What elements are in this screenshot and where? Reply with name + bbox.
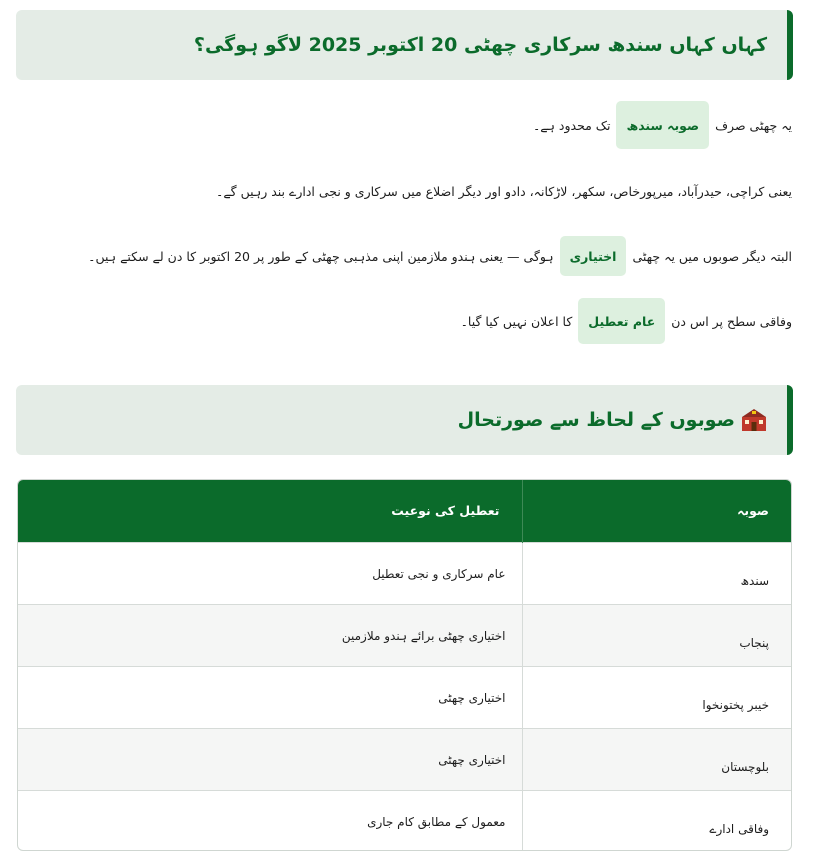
highlight-optional: اختیاری — [560, 236, 627, 276]
table-row — [18, 604, 791, 666]
paragraph-text: ہوگی — یعنی ہندو ملازمین اپنی مذہبی چھٹی کے طور پر 20 اکتوبر کا دن لے سکتے ہیں۔ — [88, 248, 554, 264]
paragraph-federal — [20, 298, 792, 344]
paragraph-cities — [20, 178, 792, 204]
section-heading-where — [16, 10, 793, 80]
paragraph-text: کا اعلان نہیں کیا گیا۔ — [460, 313, 573, 329]
section-title-provinces: صوبوں کے لحاظ سے صورتحال — [457, 409, 735, 431]
cell-holiday-type: اختیاری چھٹی — [18, 728, 522, 790]
paragraph-text: یعنی کراچی، حیدرآباد، میرپورخاص، سکھر، لاڑکانہ، دادو اور دیگر اضلاع میں سرکاری و نجی ادارے بند رہیں گے۔ — [216, 183, 792, 199]
highlight-public-holiday: عام تعطیل — [578, 298, 665, 344]
cell-province: سندھ — [522, 542, 791, 604]
column-header-province: صوبہ — [522, 480, 791, 542]
cell-province: وفاقی ادارے — [522, 790, 791, 851]
paragraph-text: وفاقی سطح پر اس دن — [671, 313, 792, 329]
cell-holiday-type: اختیاری چھٹی — [18, 666, 522, 728]
table-header-row — [18, 480, 791, 542]
table-row — [18, 542, 791, 604]
cell-holiday-type: عام سرکاری و نجی تعطیل — [18, 542, 522, 604]
paragraph-text: تک محدود ہے۔ — [532, 117, 611, 133]
paragraph-optional — [20, 236, 792, 276]
paragraph-text: البتہ دیگر صوبوں میں یہ چھٹی — [632, 248, 792, 264]
highlight-sindh: صوبہ سندھ — [616, 101, 709, 149]
provinces-table — [17, 479, 792, 851]
cell-province: بلوچستان — [522, 728, 791, 790]
paragraph-text: یہ چھٹی صرف — [715, 117, 792, 133]
table-row — [18, 666, 791, 728]
table-row — [18, 728, 791, 790]
school-icon — [741, 408, 767, 432]
table-row — [18, 790, 791, 851]
section-heading-provinces — [16, 385, 793, 455]
cell-holiday-type: اختیاری چھٹی برائے ہندو ملازمین — [18, 604, 522, 666]
cell-province: پنجاب — [522, 604, 791, 666]
section-title-where: کہاں کہاں سندھ سرکاری چھٹی 20 اکتوبر 2025 لاگو ہوگی؟ — [193, 34, 767, 56]
cell-holiday-type: معمول کے مطابق کام جاری — [18, 790, 522, 851]
cell-province: خیبر پختونخوا — [522, 666, 791, 728]
column-header-holiday-type: تعطیل کی نوعیت — [18, 480, 522, 542]
paragraph-sindh-only — [20, 101, 792, 149]
